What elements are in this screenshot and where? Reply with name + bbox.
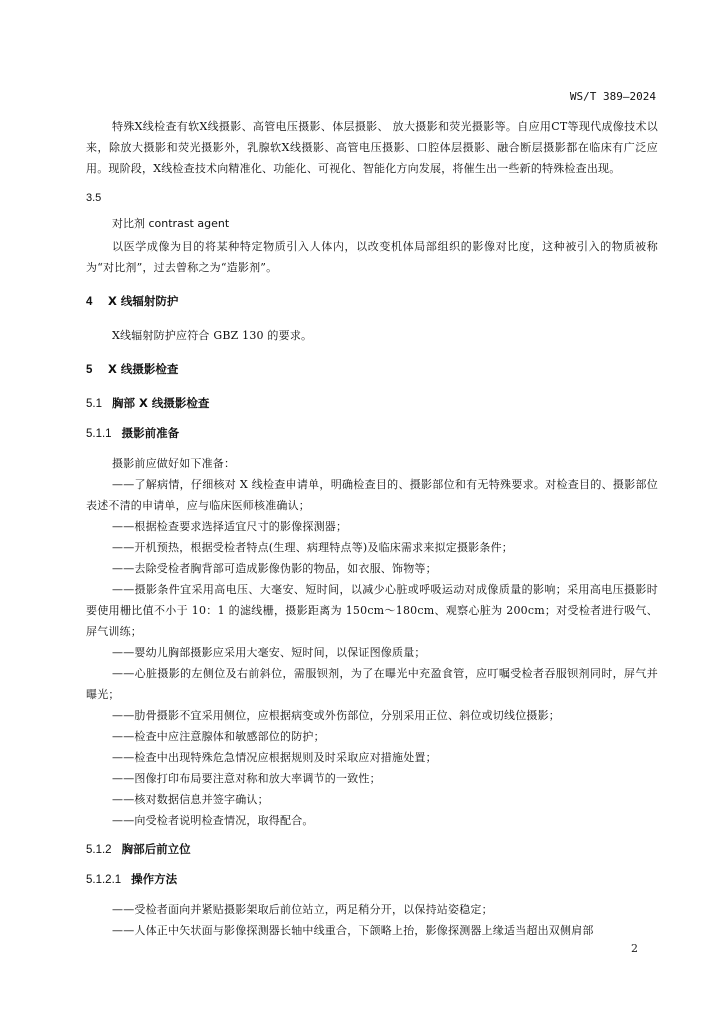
list-item: ——去除受检者胸背部可造成影像伪影的物品，如衣服、饰物等；	[112, 562, 437, 575]
list-item: ——受检者面向并紧贴摄影架取后前位站立，两足稍分开，以保持站姿稳定；	[112, 903, 493, 916]
list-item: ——人体正中矢状面与影像探测器长轴中线重合，下颌略上抬，影像探测器上缘适当超出双侧肩部	[112, 924, 594, 937]
page-number: 2	[631, 942, 638, 955]
list-item: ——婴幼儿胸部摄影应采用大毫安、短时间，以保证图像质量；	[112, 646, 426, 659]
section-4-heading	[86, 291, 658, 313]
section-5-heading	[86, 359, 658, 381]
list-item: ——检查中应注意腺体和敏感部位的防护；	[112, 730, 325, 743]
clause-3-5-number: 3.5	[86, 192, 102, 204]
list-item: ——检查中出现特殊危急情况应根据规则及时采取应对措施处置；	[112, 751, 437, 764]
section-5-1-1-number: 5.1.1	[86, 428, 112, 440]
section-5-1-2-number: 5.1.2	[86, 844, 112, 856]
section-5-number: 5	[86, 364, 93, 376]
paragraph-special-xray: 特殊X线检查有软X线摄影、高管电压摄影、体层摄影、 放大摄影和荧光摄影等。自应用CT等现代成像技术以来，除放大摄影和荧光摄影外，乳腺软X线摄影、高管电压摄影、口腔体层摄影、融合断层摄影都在临床有广泛应用。现阶段，X线检查技术向精准化、功能化、可视化、智能化方向发展，将催生出一些新的特殊检查出现。	[86, 120, 658, 175]
list-item: ——向受检者说明检查情况，取得配合。	[112, 814, 314, 827]
section-5-1-2-heading	[86, 839, 658, 861]
section-5-1-1-title: 摄影前准备	[121, 426, 180, 440]
section-5-1-2-1-heading	[86, 869, 658, 891]
section-5-1-2-title: 胸部后前立位	[121, 842, 191, 856]
list-item: ——了解病情，仔细核对 X 线检查申请单，明确检查目的、摄影部位和有无特殊要求。对检查目的、摄影部位表述不清的申请单，应与临床医师核准确认；	[86, 478, 658, 512]
list-item: ——图像打印布局要注意对称和放大率调节的一致性；	[112, 772, 381, 785]
section-5-1-2-1-number: 5.1.2.1	[86, 874, 122, 886]
term-contrast-agent-definition: 以医学成像为目的将某种特定物质引入人体内，以改变机体局部组织的影像对比度，这种被引入的物质被称为“对比剂”，过去曾称之为“造影剂”。	[86, 240, 658, 274]
term-contrast-agent: 对比剂 contrast agent	[112, 217, 230, 230]
prep-intro: 摄影前应做好如下准备：	[112, 457, 236, 470]
section-4-text: X线辐射防护应符合 GBZ 130 的要求。	[112, 329, 313, 342]
list-item: ——核对数据信息并签字确认；	[112, 793, 269, 806]
section-4-number: 4	[86, 296, 93, 308]
list-item: ——肋骨摄影不宜采用侧位，应根据病变或外伤部位，分别采用正位、斜位或切线位摄影；	[112, 709, 560, 722]
section-5-1-1-heading	[86, 423, 658, 445]
list-item: ——开机预热，根据受检者特点(生理、病理特点等)及临床需求来拟定摄影条件；	[112, 541, 513, 554]
document-body	[86, 116, 658, 941]
section-4-title: X 线辐射防护	[108, 294, 179, 308]
section-5-1-2-1-title: 操作方法	[131, 872, 178, 886]
list-item: ——根据检查要求选择适宜尺寸的影像探测器；	[112, 520, 348, 533]
section-5-1-number: 5.1	[86, 398, 102, 410]
list-item: ——心脏摄影的左侧位及右前斜位，需服钡剂，为了在曝光中充盈食管，应叮嘱受检者吞服钡剂同时，屏气并曝光；	[86, 667, 658, 701]
standard-number-header: WS/T 389—2024	[569, 90, 656, 103]
list-item: ——摄影条件宜采用高电压、大毫安、短时间，以减少心脏或呼吸运动对成像质量的影响；采用高电压摄影时要使用栅比值不小于 10：1 的滤线栅，摄影距离为 150cm～180cm、观察心脏为 200cm；对受检者进行吸气、屏气训练；	[86, 583, 658, 638]
section-5-1-title: 胸部 X 线摄影检查	[112, 396, 210, 410]
section-5-title: X 线摄影检查	[108, 362, 179, 376]
section-5-1-heading	[86, 393, 658, 415]
